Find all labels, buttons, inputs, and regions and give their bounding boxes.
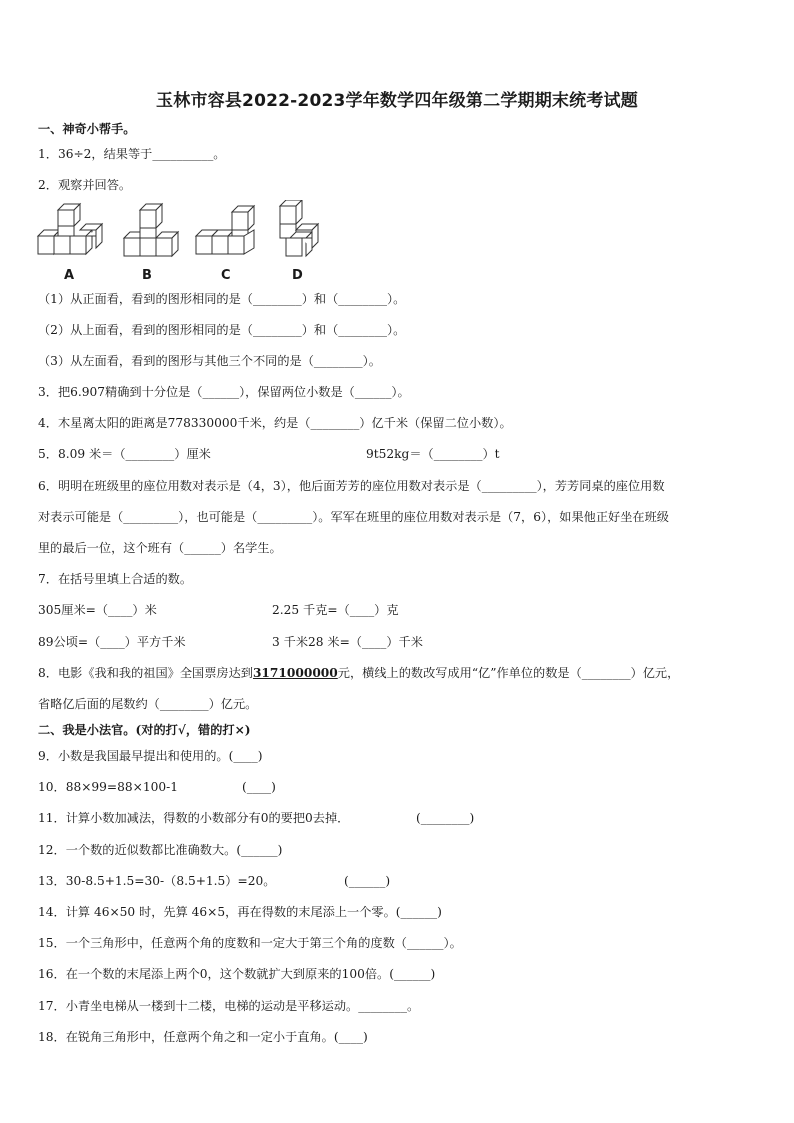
question-13-blank: (______): [344, 874, 391, 888]
question-7-c: 89公顷=（____）平方千米: [38, 635, 186, 649]
question-11: 11．计算小数加减法，得数的小数部分有0的要把0去掉．: [38, 811, 350, 825]
question-9: 9．小数是我国最早提出和使用的。(____): [38, 749, 263, 763]
figure-label-b: B: [142, 268, 152, 283]
question-1: 1．36÷2，结果等于__________。: [38, 147, 226, 161]
question-7-a: 305厘米=（____）米: [38, 603, 157, 617]
question-2-1: （1）从正面看，看到的图形相同的是（________）和（________）。: [38, 292, 406, 306]
question-6-line-3: 里的最后一位，这个班有（______）名学生。: [38, 541, 282, 555]
question-5-part-1: 5．8.09 米＝（________）厘米: [38, 447, 211, 461]
question-6-line-1: 6．明明在班级里的座位用数对表示是（4，3），他后面芳芳的座位用数对表示是（_________），芳芳同桌的座位用数: [38, 479, 665, 493]
question-10: 10．88×99=88×100-1: [38, 780, 178, 794]
figure-label-a: A: [64, 268, 75, 283]
question-14: 14．计算 46×50 时，先算 46×5，再在得数的末尾添上一个零。(______): [38, 905, 442, 919]
question-17: 17．小青坐电梯从一楼到十二楼，电梯的运动是平移运动。________。: [38, 999, 420, 1013]
question-18: 18．在锐角三角形中，任意两个角之和一定小于直角。(____): [38, 1030, 368, 1044]
figure-label-d: D: [292, 268, 303, 283]
question-7-d: 3 千米28 米=（____）千米: [272, 635, 423, 649]
question-8-prefix: 8．电影《我和我的祖国》全国票房达到: [38, 666, 253, 680]
question-15: 15．一个三角形中，任意两个角的度数和一定大于第三个角的度数（______）。: [38, 936, 462, 950]
question-4: 4．木星离太阳的距离是778330000千米，约是（________）亿千米（保留二位小数）。: [38, 416, 512, 430]
question-2-2: （2）从上面看，看到的图形相同的是（________）和（________）。: [38, 323, 406, 337]
cube-figure-c: [196, 206, 254, 254]
question-8-suffix: 元，横线上的数改写成用“亿”作单位的数是（________）亿元，: [337, 666, 680, 680]
section-2-heading: 二、我是小法官。(对的打√，错的打×): [38, 723, 251, 737]
cube-figures: [36, 200, 336, 270]
question-2-3: （3）从左面看，看到的图形与其他三个不同的是（________）。: [38, 354, 381, 368]
question-2: 2．观察并回答。: [38, 178, 132, 192]
section-1-heading: 一、神奇小帮手。: [38, 122, 136, 136]
question-8-number: 3171000000: [252, 666, 338, 680]
question-3: 3．把6.907精确到十分位是（______），保留两位小数是（______）。: [38, 385, 410, 399]
question-13: 13．30-8.5+1.5=30-（8.5+1.5）=20。: [38, 874, 276, 888]
question-8-line-1: [38, 665, 679, 681]
question-11-blank: (________): [416, 811, 475, 825]
question-8-line-2: 省略亿后面的尾数约（________）亿元。: [38, 697, 258, 711]
question-6-line-2: 对表示可能是（_________），也可能是（_________）。军军在班里的座位用数对表示是（7，6），如果他正好坐在班级: [38, 510, 669, 524]
question-5-part-2: 9t52kg＝（________）t: [366, 447, 500, 461]
figure-label-c: C: [221, 268, 231, 283]
question-7: 7．在括号里填上合适的数。: [38, 572, 193, 586]
cube-figure-b: [124, 204, 178, 256]
question-7-b: 2.25 千克=（____）克: [272, 603, 399, 617]
question-16: 16．在一个数的末尾添上两个0，这个数就扩大到原来的100倍。(______): [38, 967, 436, 981]
cube-figure-a: [38, 204, 102, 254]
cube-figure-d: [280, 200, 318, 256]
question-12: 12．一个数的近似数都比准确数大。(______): [38, 843, 283, 857]
question-10-blank: (____): [242, 780, 276, 794]
page-title: 玉林市容县2022-2023学年数学四年级第二学期期末统考试题: [156, 91, 638, 111]
